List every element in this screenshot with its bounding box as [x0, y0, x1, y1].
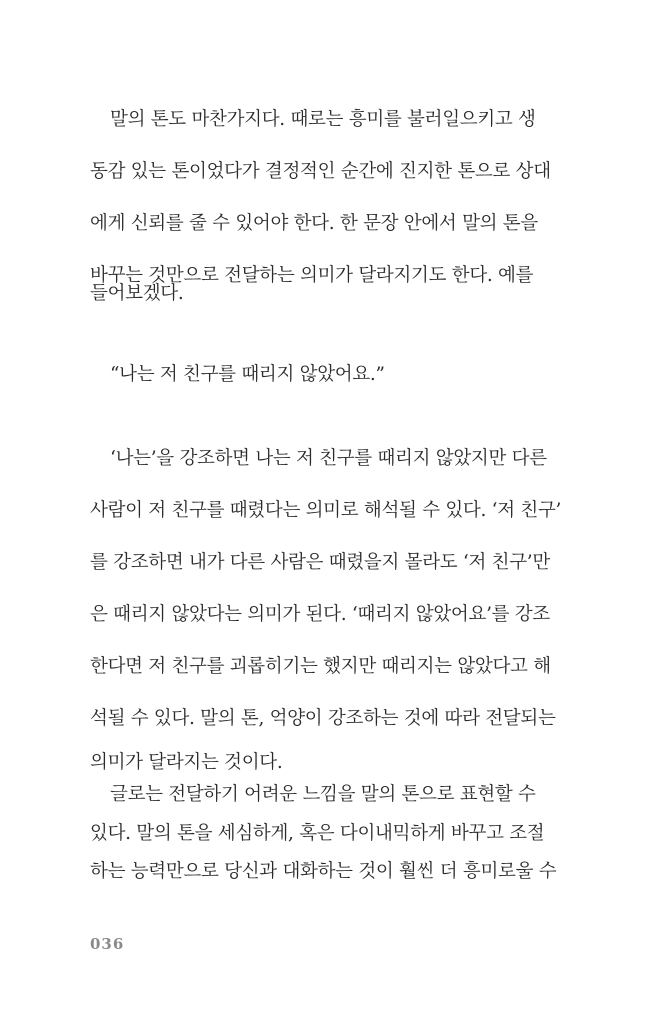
paragraph-2-line-1: ‘나는’을 강조하면 나는 저 친구를 때리지 않았지만 다른	[110, 448, 547, 469]
paragraph-2-line-3: 를 강조하면 내가 다른 사람은 때렸을지 몰라도 ‘저 친구’만	[90, 552, 550, 573]
paragraph-2-line-2: 사람이 저 친구를 때렸다는 의미로 해석될 수 있다. ‘저 친구’	[90, 500, 562, 521]
paragraph-1-line-2: 동감 있는 톤이었다가 결정적인 순간에 진지한 톤으로 상대	[90, 161, 551, 182]
paragraph-3-line-3: 하는 능력만으로 당신과 대화하는 것이 훨씬 더 흥미로울 수	[90, 861, 557, 882]
paragraph-1-line-3: 에게 신뢰를 줄 수 있어야 한다. 한 문장 안에서 말의 톤을	[90, 213, 538, 234]
paragraph-2-line-6: 석될 수 있다. 말의 톤, 억양이 강조하는 것에 따라 전달되는	[90, 708, 556, 729]
page-number: 036	[90, 935, 125, 953]
paragraph-3-line-2: 있다. 말의 톤을 세심하게, 혹은 다이내믹하게 바꾸고 조절	[90, 823, 545, 844]
paragraph-1-line-5: 들어보겠다.	[90, 283, 184, 304]
paragraph-1-line-4: 바꾸는 것만으로 전달하는 의미가 달라지기도 한다. 예를	[90, 265, 534, 286]
paragraph-2-line-5: 한다면 저 친구를 괴롭히기는 했지만 때리지는 않았다고 해	[90, 656, 551, 677]
paragraph-1-line-1: 말의 톤도 마찬가지다. 때로는 흥미를 불러일으키고 생	[110, 109, 536, 130]
paragraph-2-line-7: 의미가 달라지는 것이다.	[90, 752, 283, 773]
quoted-sentence: “나는 저 친구를 때리지 않았어요.”	[110, 364, 385, 385]
paragraph-2-line-4: 은 때리지 않았다는 의미가 된다. ‘때리지 않았어요’를 강조	[90, 604, 550, 625]
paragraph-3-line-1: 글로는 전달하기 어려운 느낌을 말의 톤으로 표현할 수	[110, 784, 536, 805]
